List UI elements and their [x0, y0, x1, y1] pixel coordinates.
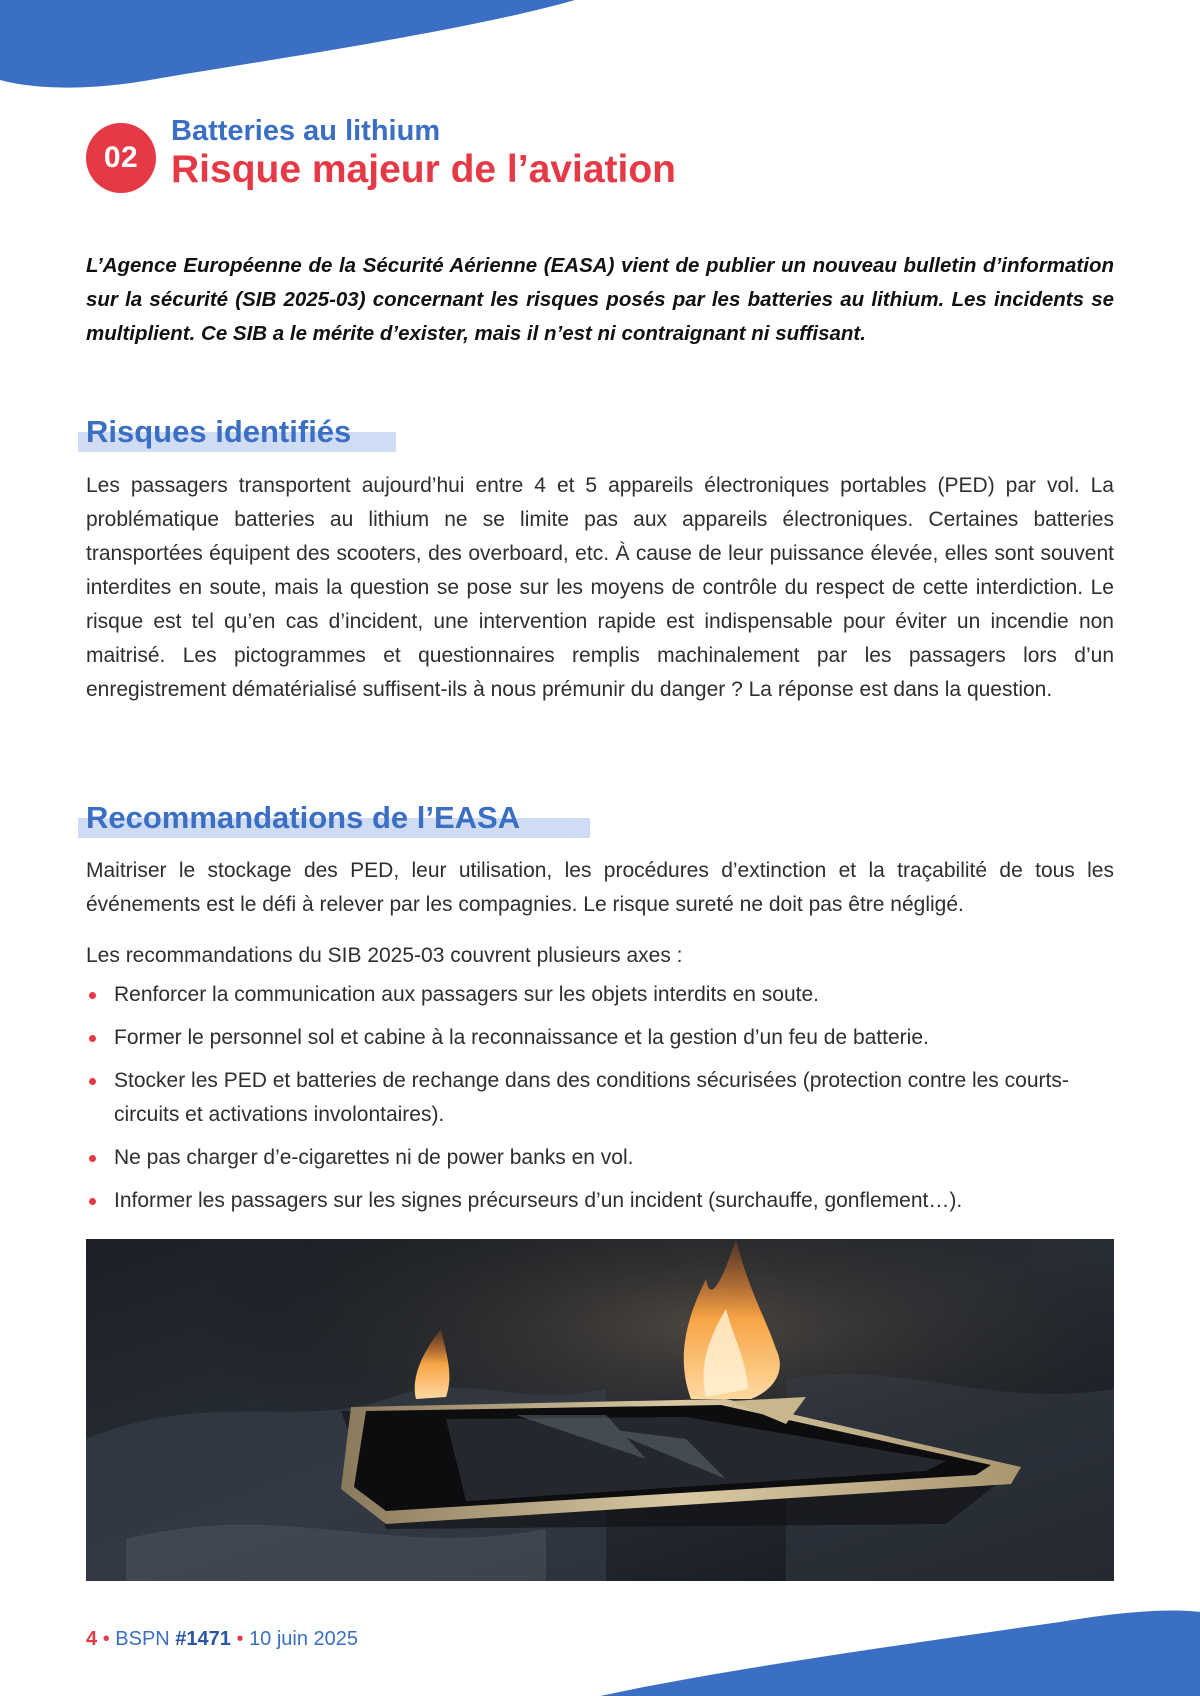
- bullet-icon: [89, 1198, 96, 1205]
- list-item: [86, 1141, 1114, 1175]
- section-number: 02: [103, 141, 139, 174]
- list-item-text: Stocker les PED et batteries de rechange dans des conditions sécurisées (protection contre les courts-circuits et activations involontaires).: [114, 1069, 1069, 1126]
- list-item: [86, 1064, 1114, 1132]
- bottom-wave-decoration: [600, 1600, 1200, 1696]
- list-item-text: Former le personnel sol et cabine à la reconnaissance et la gestion d’un feu de batterie.: [114, 1026, 929, 1049]
- list-item: [86, 978, 1114, 1012]
- burning-smartphone-photo: [86, 1239, 1114, 1581]
- footer-separator: •: [102, 1628, 110, 1650]
- article-title: Risque majeur de l’aviation: [171, 148, 676, 191]
- bullet-icon: [89, 1155, 96, 1162]
- article-kicker: Batteries au lithium: [171, 115, 441, 147]
- page-footer: [86, 1625, 358, 1653]
- risques-paragraph: Les passagers transportent aujourd’hui entre 4 et 5 appareils électroniques portables (PED) par vol. La problématique batteries au lithium ne se limite pas aux appareils électroniques. Certaines batteries transportées équipent des scooters, des overboard, etc. À cause de leur puissance élevée, elles sont souvent interdites en soute, mais la question se pose sur les moyens de contrôle du respect de cette interdiction. Le risque est tel qu’en cas d’incident, une intervention rapide est indispensable pour éviter un incendie non maitrisé. Les pictogrammes et questionnaires remplis machinalement par les passagers lors d’un enregistrement dématérialisé suffisent-ils à nous prémunir du danger ? La réponse est dans la question.: [86, 474, 1114, 701]
- heading-risques-identifies: Risques identifiés: [86, 414, 352, 449]
- footer-separator: •: [236, 1628, 244, 1650]
- section-number-badge: [86, 123, 156, 193]
- publication-name: BSPN: [115, 1628, 170, 1650]
- publication-date: 10 juin 2025: [249, 1628, 359, 1650]
- issue-number: #1471: [175, 1628, 231, 1650]
- list-item-text: Informer les passagers sur les signes précurseurs d’un incident (surchauffe, gonflement…).: [114, 1189, 963, 1212]
- bullet-icon: [89, 1035, 96, 1042]
- lead-paragraph: L’Agence Européenne de la Sécurité Aérienne (EASA) vient de publier un nouveau bulletin d’information sur la sécurité (SIB 2025-03) concernant les risques posés par les batteries au lithium. Les incidents se multiplient. Ce SIB a le mérite d’exister, mais il n’est ni contraignant ni suffisant.: [86, 254, 1114, 345]
- recommandations-paragraph: Maitriser le stockage des PED, leur utilisation, les procédures d’extinction et la traçabilité de tous les événements est le défi à relever par les compagnies. Le risque sureté ne doit pas être négligé.: [86, 859, 1114, 916]
- list-item: [86, 1021, 1114, 1055]
- bullet-icon: [89, 1078, 96, 1085]
- bullet-icon: [89, 992, 96, 999]
- list-item-text: Ne pas charger d’e-cigarettes ni de power banks en vol.: [114, 1146, 634, 1169]
- list-item-text: Renforcer la communication aux passagers sur les objets interdits en soute.: [114, 983, 820, 1006]
- recommandations-intro: Les recommandations du SIB 2025-03 couvrent plusieurs axes :: [86, 944, 683, 967]
- article-header: [171, 113, 676, 193]
- list-item: [86, 1184, 1114, 1218]
- top-wave-decoration: [0, 0, 600, 90]
- heading-recommandations: Recommandations de l’EASA: [86, 800, 521, 835]
- recommendations-list: [86, 978, 1114, 1227]
- page-number: 4: [86, 1628, 98, 1650]
